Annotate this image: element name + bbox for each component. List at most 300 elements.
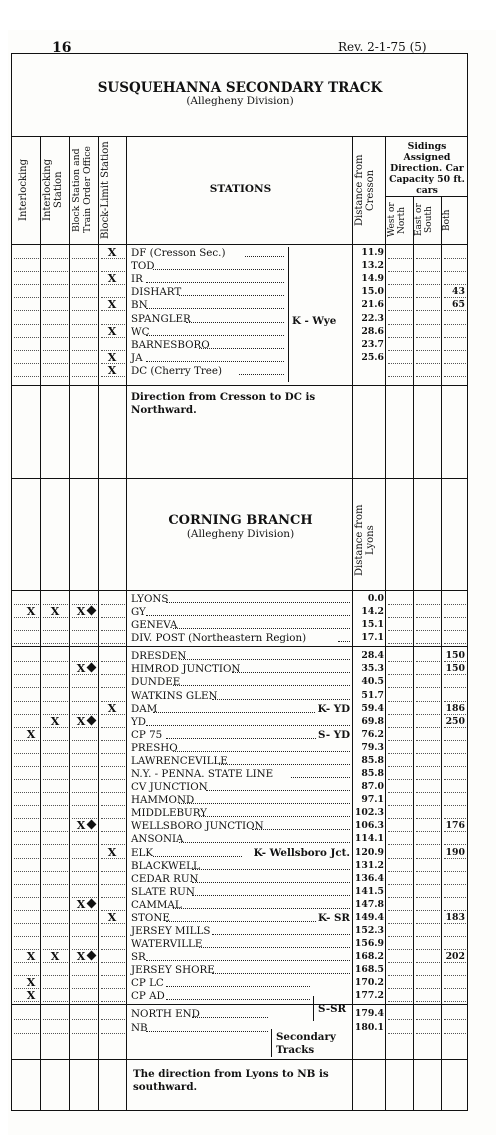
- s2-distance: 17.1: [361, 632, 384, 644]
- s2-station-name: ELK: [131, 846, 154, 859]
- s2-row-dots-3: [101, 831, 125, 832]
- s2-row-dots-5: [416, 792, 440, 793]
- s2-row-dots-6: [444, 897, 466, 898]
- s2-row-dots-6: [444, 923, 466, 924]
- section1-title: SUSQUEHANNA SECONDARY TRACK: [97, 80, 383, 96]
- s2-interlocking-mark: X: [26, 605, 36, 619]
- s1-station-name: DC (Cherry Tree): [131, 364, 222, 377]
- s2-distance: 0.0: [367, 593, 384, 604]
- s2-station-name: WELLSBORO JUNCTION: [131, 820, 264, 833]
- s2-station-name: MIDDLEBURY: [131, 807, 207, 820]
- s2-leader: [199, 947, 350, 948]
- page-number: 16: [52, 40, 72, 56]
- grid-col-2: [69, 136, 70, 1111]
- s2-row-dots-3: [101, 923, 125, 924]
- s1-station-name: TOD: [131, 260, 155, 273]
- s1-distance: 22.3: [361, 312, 384, 324]
- s2-leader: [232, 672, 350, 673]
- s2-station-name: NORTH END: [131, 1008, 200, 1021]
- s2-row-dots-2: [72, 701, 97, 702]
- s2-interlocking-station-mark: X: [50, 605, 60, 619]
- s2-row-dots-0: [14, 1033, 39, 1034]
- s2-row-dots-3: [101, 962, 125, 963]
- s2-row-dots-2: [72, 844, 97, 845]
- s2-block-station-mark: X: [73, 716, 99, 728]
- diamond-icon: [87, 951, 97, 961]
- s2-capacity: 150: [445, 650, 465, 662]
- s2-station-name: WATERVILLE: [131, 938, 203, 951]
- col-east-south: East or South: [414, 203, 434, 237]
- s1-row-dots-2: [72, 284, 97, 285]
- s2-leader: [206, 790, 350, 791]
- s1-row-dots-4: [388, 271, 412, 272]
- s2-row-dots-0: [14, 805, 39, 806]
- k-wye-label: K - Wye: [292, 315, 337, 327]
- s1-row-dots-6: [444, 324, 466, 325]
- s2-station-name: SR: [131, 951, 146, 964]
- s2-row-dots-5: [416, 871, 440, 872]
- s2-row-dots-1: [43, 701, 68, 702]
- s1-row-dots-0: [14, 258, 39, 259]
- s2-row-dots-1: [43, 740, 68, 741]
- s2-station-name: ANSONIA: [131, 833, 184, 846]
- s1-station-name: DISHART: [131, 286, 182, 299]
- s2-row-dots-0: [14, 936, 39, 937]
- s2-row-dots-2: [72, 753, 97, 754]
- s2-leader: [146, 1031, 268, 1032]
- s2-distance: 85.8: [361, 768, 384, 780]
- s1-row-dots-6: [444, 363, 466, 364]
- s2-row-dots-4: [388, 844, 412, 845]
- s1-row-dots-5: [416, 284, 440, 285]
- s2-row-dots-0: [14, 1001, 39, 1002]
- s2-block-limit-mark: X: [107, 910, 117, 924]
- s2-station-name: HAMMOND: [131, 794, 195, 807]
- s1-capacity: 43: [452, 286, 465, 298]
- s2-interlocking-station-mark: X: [50, 714, 60, 728]
- s2-row-dots-2: [72, 962, 97, 963]
- s1-leader: [186, 322, 284, 323]
- s2-row-dots-5: [416, 884, 440, 885]
- s2-row-dots-6: [444, 779, 466, 780]
- s1-row-dots-0: [14, 376, 39, 377]
- s2-row-dots-1: [43, 674, 68, 675]
- s2-row-dots-6: [444, 858, 466, 859]
- s2-row-dots-4: [388, 962, 412, 963]
- s2-row-dots-1: [43, 766, 68, 767]
- s2-row-dots-4: [388, 617, 412, 618]
- section2-header-line: [11, 590, 468, 591]
- s2-leader: [166, 999, 310, 1000]
- s2-row-dots-0: [14, 831, 39, 832]
- s2-row-dots-5: [416, 1033, 440, 1034]
- s2-station-name: DAM: [131, 702, 158, 715]
- s2-leader: [173, 685, 350, 686]
- s2-interlocking-mark: X: [26, 989, 36, 1003]
- s1-row-dots-6: [444, 310, 466, 311]
- grid-col-4: [126, 136, 127, 1111]
- s2-row-dots-3: [101, 1033, 125, 1034]
- s2-distance: 87.0: [361, 781, 384, 793]
- s2-row-dots-4: [388, 805, 412, 806]
- s2-leader: [212, 934, 350, 935]
- s2-row-dots-5: [416, 617, 440, 618]
- s2-row-dots-1: [43, 687, 68, 688]
- s1-row-dots-5: [416, 258, 440, 259]
- s2-row-dots-3: [101, 727, 125, 728]
- s2-row-dots-6: [444, 643, 466, 644]
- s2-cp-line: [11, 1004, 468, 1005]
- s2-capacity: 150: [445, 663, 465, 675]
- s2-interlocking-station-mark: X: [50, 950, 60, 964]
- s1-row-dots-4: [388, 376, 412, 377]
- s1-row-dots-3: [101, 310, 125, 311]
- s1-block-limit-mark: X: [107, 363, 117, 377]
- s2-row-dots-3: [101, 661, 125, 662]
- s2-row-dots-1: [43, 1001, 68, 1002]
- s2-row-dots-5: [416, 858, 440, 859]
- s2-row-dots-3: [101, 604, 125, 605]
- s2-station-name: PRESHO: [131, 741, 178, 754]
- s2-row-dots-6: [444, 1033, 466, 1034]
- s2-row-dots-0: [14, 617, 39, 618]
- s2-row-dots-4: [388, 858, 412, 859]
- s2-leader: [338, 641, 350, 642]
- s1-block-limit-mark: X: [107, 350, 117, 364]
- s2-distance: 180.1: [354, 1021, 384, 1033]
- s2-leader: [192, 869, 350, 870]
- cp-bracket: [313, 996, 314, 1021]
- s2-row-dots-0: [14, 661, 39, 662]
- s2-row-dots-0: [14, 871, 39, 872]
- s1-distance: 14.9: [361, 273, 384, 285]
- s2-row-dots-2: [72, 687, 97, 688]
- s2-distance: 69.8: [361, 715, 384, 727]
- section1-subtitle: (Allegheny Division): [186, 95, 294, 107]
- s1-row-dots-5: [416, 363, 440, 364]
- s1-row-dots-4: [388, 363, 412, 364]
- s2-row-dots-2: [72, 792, 97, 793]
- s2-station-name: GY: [131, 606, 146, 619]
- s2-leader: [179, 842, 350, 843]
- s2-capacity: 183: [445, 911, 465, 923]
- s2-row-dots-1: [43, 805, 68, 806]
- s2-distance: 106.3: [354, 820, 384, 832]
- s2-station-name: CEDAR RUN: [131, 872, 199, 885]
- s2-row-dots-5: [416, 805, 440, 806]
- s2-row-dots-5: [416, 936, 440, 937]
- s2-distance: 97.1: [361, 794, 384, 806]
- s2-row-dots-0: [14, 818, 39, 819]
- s2-station-name: CP 75: [131, 728, 163, 741]
- s1-row-dots-2: [72, 271, 97, 272]
- s2-distance: 79.3: [361, 741, 384, 753]
- s2-block-limit-mark: X: [107, 845, 117, 859]
- s2-row-dots-5: [416, 766, 440, 767]
- s2-row-dots-3: [101, 630, 125, 631]
- s1-row-dots-5: [416, 350, 440, 351]
- s2-block-station-mark: X: [73, 606, 99, 618]
- s2-row-dots-6: [444, 936, 466, 937]
- s2-leader: [192, 1017, 268, 1018]
- s2-row-dots-0: [14, 630, 39, 631]
- s2-row-dots-4: [388, 643, 412, 644]
- s2-row-dots-5: [416, 674, 440, 675]
- s2-capacity: 190: [445, 846, 465, 858]
- s2-row-dots-6: [444, 661, 466, 662]
- s2-distance: 149.4: [354, 911, 384, 923]
- section2-bottom-line: [11, 1059, 468, 1060]
- s2-row-dots-1: [43, 844, 68, 845]
- s2-row-dots-5: [416, 831, 440, 832]
- s1-row-dots-1: [43, 350, 68, 351]
- s2-block-station-mark: X: [73, 899, 99, 911]
- s2-row-dots-2: [72, 936, 97, 937]
- s2-row-dots-5: [416, 779, 440, 780]
- s1-station-name: DF (Cresson Sec.): [131, 247, 226, 259]
- s2-capacity: 186: [445, 702, 465, 714]
- s2-station-name: STONE: [131, 911, 170, 924]
- s2-row-dots-3: [101, 779, 125, 780]
- s1-leader: [146, 308, 284, 309]
- s2-station-name: HIMROD JUNCTION: [131, 663, 241, 676]
- s2-row-dots-1: [43, 779, 68, 780]
- s2-row-dots-4: [388, 701, 412, 702]
- s2-row-dots-1: [43, 884, 68, 885]
- s2-row-dots-1: [43, 727, 68, 728]
- s2-row-dots-6: [444, 604, 466, 605]
- s1-block-limit-mark: X: [107, 246, 117, 259]
- s2-row-dots-5: [416, 661, 440, 662]
- s2-row-dots-2: [72, 643, 97, 644]
- s1-row-dots-1: [43, 337, 68, 338]
- s1-row-dots-2: [72, 310, 97, 311]
- secondary-label-1: Secondary: [276, 1031, 336, 1043]
- s2-row-dots-4: [388, 674, 412, 675]
- col-block-station: Block Station and Train Order Office: [71, 146, 93, 234]
- s1-row-dots-1: [43, 297, 68, 298]
- s2-row-dots-4: [388, 714, 412, 715]
- section1-note: Direction from Cresson to DC is Northward.: [131, 391, 316, 416]
- s2-junction-label: K- YD: [317, 702, 350, 715]
- s2-row-dots-0: [14, 844, 39, 845]
- s2-row-dots-0: [14, 792, 39, 793]
- s2-station-name: CV JUNCTION: [131, 781, 208, 794]
- s2-distance: 136.4: [354, 872, 384, 884]
- s1-row-dots-4: [388, 310, 412, 311]
- s2-row-dots-4: [388, 936, 412, 937]
- s2-row-dots-3: [101, 897, 125, 898]
- s1-row-dots-6: [444, 271, 466, 272]
- s1-row-dots-3: [101, 337, 125, 338]
- s2-row-dots-6: [444, 630, 466, 631]
- s2-row-dots-6: [444, 617, 466, 618]
- s1-distance: 21.6: [361, 299, 384, 311]
- s2-leader: [192, 895, 350, 896]
- s2-row-dots-4: [388, 604, 412, 605]
- s1-row-dots-0: [14, 350, 39, 351]
- s2-leader: [179, 659, 350, 660]
- s2-row-dots-2: [72, 975, 97, 976]
- s2-row-dots-2: [72, 1033, 97, 1034]
- s2-row-dots-6: [444, 766, 466, 767]
- s2-leader: [212, 699, 350, 700]
- s1-row-dots-4: [388, 258, 412, 259]
- grid-col-7: [413, 196, 414, 1111]
- s2-row-dots-4: [388, 753, 412, 754]
- s2-row-dots-6: [444, 910, 466, 911]
- s2-distance: 102.3: [354, 807, 384, 819]
- s1-row-dots-6: [444, 350, 466, 351]
- s2-station-name: YD: [131, 715, 147, 728]
- diamond-icon: [87, 820, 97, 830]
- s2-block-limit-mark: X: [107, 701, 117, 715]
- diamond-icon: [87, 663, 97, 673]
- s2-row-dots-1: [43, 661, 68, 662]
- s1-distance: 15.0: [361, 286, 384, 298]
- s2-row-dots-3: [101, 766, 125, 767]
- s2-station-name: DUNDEE: [131, 676, 181, 689]
- s1-distance: 28.6: [361, 325, 384, 337]
- s2-row-dots-5: [416, 988, 440, 989]
- s2-capacity: 250: [445, 715, 465, 727]
- s2-row-dots-5: [416, 701, 440, 702]
- s1-row-dots-5: [416, 310, 440, 311]
- s2-row-dots-2: [72, 727, 97, 728]
- s2-row-dots-5: [416, 962, 440, 963]
- s2-row-dots-3: [101, 871, 125, 872]
- s2-distance: 59.4: [361, 702, 384, 714]
- s2-leader: [166, 986, 310, 987]
- s2-distance: 179.4: [354, 1008, 384, 1020]
- s2-row-dots-2: [72, 617, 97, 618]
- s2-block-station-mark: X: [73, 951, 99, 963]
- s1-station-name: BN: [131, 299, 148, 312]
- s1-leader: [245, 256, 284, 257]
- s2-leader: [212, 973, 350, 974]
- s2-row-dots-4: [388, 661, 412, 662]
- s2-row-dots-3: [101, 674, 125, 675]
- s2-row-dots-1: [43, 831, 68, 832]
- s2-row-dots-1: [43, 962, 68, 963]
- s2-row-dots-3: [101, 643, 125, 644]
- s2-leader: [146, 960, 350, 961]
- s1-distance: 23.7: [361, 338, 384, 350]
- s1-station-name: IR: [131, 273, 143, 286]
- s2-distance: 120.9: [354, 846, 384, 858]
- s2-row-dots-4: [388, 779, 412, 780]
- s2-row-dots-5: [416, 1019, 440, 1020]
- s2-station-name: DIV. POST (Northeastern Region): [131, 632, 307, 645]
- s2-row-dots-6: [444, 988, 466, 989]
- s1-row-dots-0: [14, 337, 39, 338]
- sidings-sub-line: [386, 196, 468, 197]
- s2-row-dots-3: [101, 936, 125, 937]
- s2-distance: 156.9: [354, 938, 384, 950]
- s2-row-dots-5: [416, 687, 440, 688]
- s1-leader: [146, 335, 284, 336]
- s1-row-dots-1: [43, 284, 68, 285]
- s2-row-dots-4: [388, 949, 412, 950]
- s2-leader: [153, 856, 243, 857]
- s1-station-name: SPANGLER: [131, 312, 191, 325]
- s1-row-dots-1: [43, 310, 68, 311]
- note-bottom-line: [11, 478, 468, 479]
- s1-row-dots-3: [101, 376, 125, 377]
- s2-block-station-mark: X: [73, 820, 99, 832]
- s1-row-dots-6: [444, 284, 466, 285]
- s1-row-dots-6: [444, 297, 466, 298]
- s2-station-name: DRESDEN: [131, 650, 187, 663]
- s1-distance: 11.9: [361, 247, 384, 258]
- s2-distance: 14.2: [361, 606, 384, 618]
- s2-row-dots-2: [72, 779, 97, 780]
- s2-row-dots-1: [43, 753, 68, 754]
- section2-note: The direction from Lyons to NB is southward.: [133, 1068, 329, 1093]
- s2-distance: 51.7: [361, 689, 384, 701]
- s2-row-dots-0: [14, 884, 39, 885]
- s2-row-dots-2: [72, 740, 97, 741]
- s2-distance: 35.3: [361, 663, 384, 675]
- s2-row-dots-4: [388, 727, 412, 728]
- s1-row-dots-4: [388, 284, 412, 285]
- s2-distance: 131.2: [354, 859, 384, 871]
- s2-row-dots-5: [416, 975, 440, 976]
- s2-row-dots-5: [416, 643, 440, 644]
- diamond-icon: [87, 715, 97, 725]
- col-west-north: West or North: [387, 202, 407, 238]
- s2-row-dots-5: [416, 844, 440, 845]
- s2-row-dots-4: [388, 923, 412, 924]
- s2-row-dots-2: [72, 1001, 97, 1002]
- s2-row-dots-4: [388, 1033, 412, 1034]
- s2-station-name: CP LC: [131, 977, 164, 990]
- s2-row-dots-3: [101, 805, 125, 806]
- s2-row-dots-0: [14, 753, 39, 754]
- s1-row-dots-2: [72, 376, 97, 377]
- header-top-line: [11, 136, 468, 137]
- s2-row-dots-6: [444, 962, 466, 963]
- grid-col-3: [98, 136, 99, 1111]
- s2-row-dots-2: [72, 831, 97, 832]
- s2-row-dots-3: [101, 988, 125, 989]
- s2-row-dots-6: [444, 687, 466, 688]
- s2-block-station-mark: X: [73, 663, 99, 675]
- s2-station-name: CP AD: [131, 990, 165, 1003]
- s1-row-dots-6: [444, 337, 466, 338]
- s2-row-dots-5: [416, 910, 440, 911]
- s2-row-dots-6: [444, 844, 466, 845]
- s1-row-dots-4: [388, 324, 412, 325]
- col-interlocking-station: Interlocking Station: [42, 158, 64, 222]
- s2-row-dots-5: [416, 1001, 440, 1002]
- s2-junction-label: K- SR: [317, 911, 350, 924]
- s1-row-dots-5: [416, 324, 440, 325]
- s2-leader: [166, 921, 316, 922]
- s2-row-dots-3: [101, 753, 125, 754]
- revision-label: Rev. 2-1-75 (5): [338, 40, 427, 54]
- s2-row-dots-3: [101, 687, 125, 688]
- secondary-label-2: Tracks: [276, 1044, 315, 1056]
- s2-row-dots-4: [388, 897, 412, 898]
- col-sidings: Sidings Assigned Direction. Car Capacity 50 ft. cars: [389, 141, 465, 196]
- s2-row-dots-5: [416, 714, 440, 715]
- s1-leader: [146, 282, 284, 283]
- s2-leader: [173, 908, 350, 909]
- s2-interlocking-mark: X: [26, 976, 36, 990]
- s2-row-dots-1: [43, 897, 68, 898]
- s2-row-dots-3: [101, 884, 125, 885]
